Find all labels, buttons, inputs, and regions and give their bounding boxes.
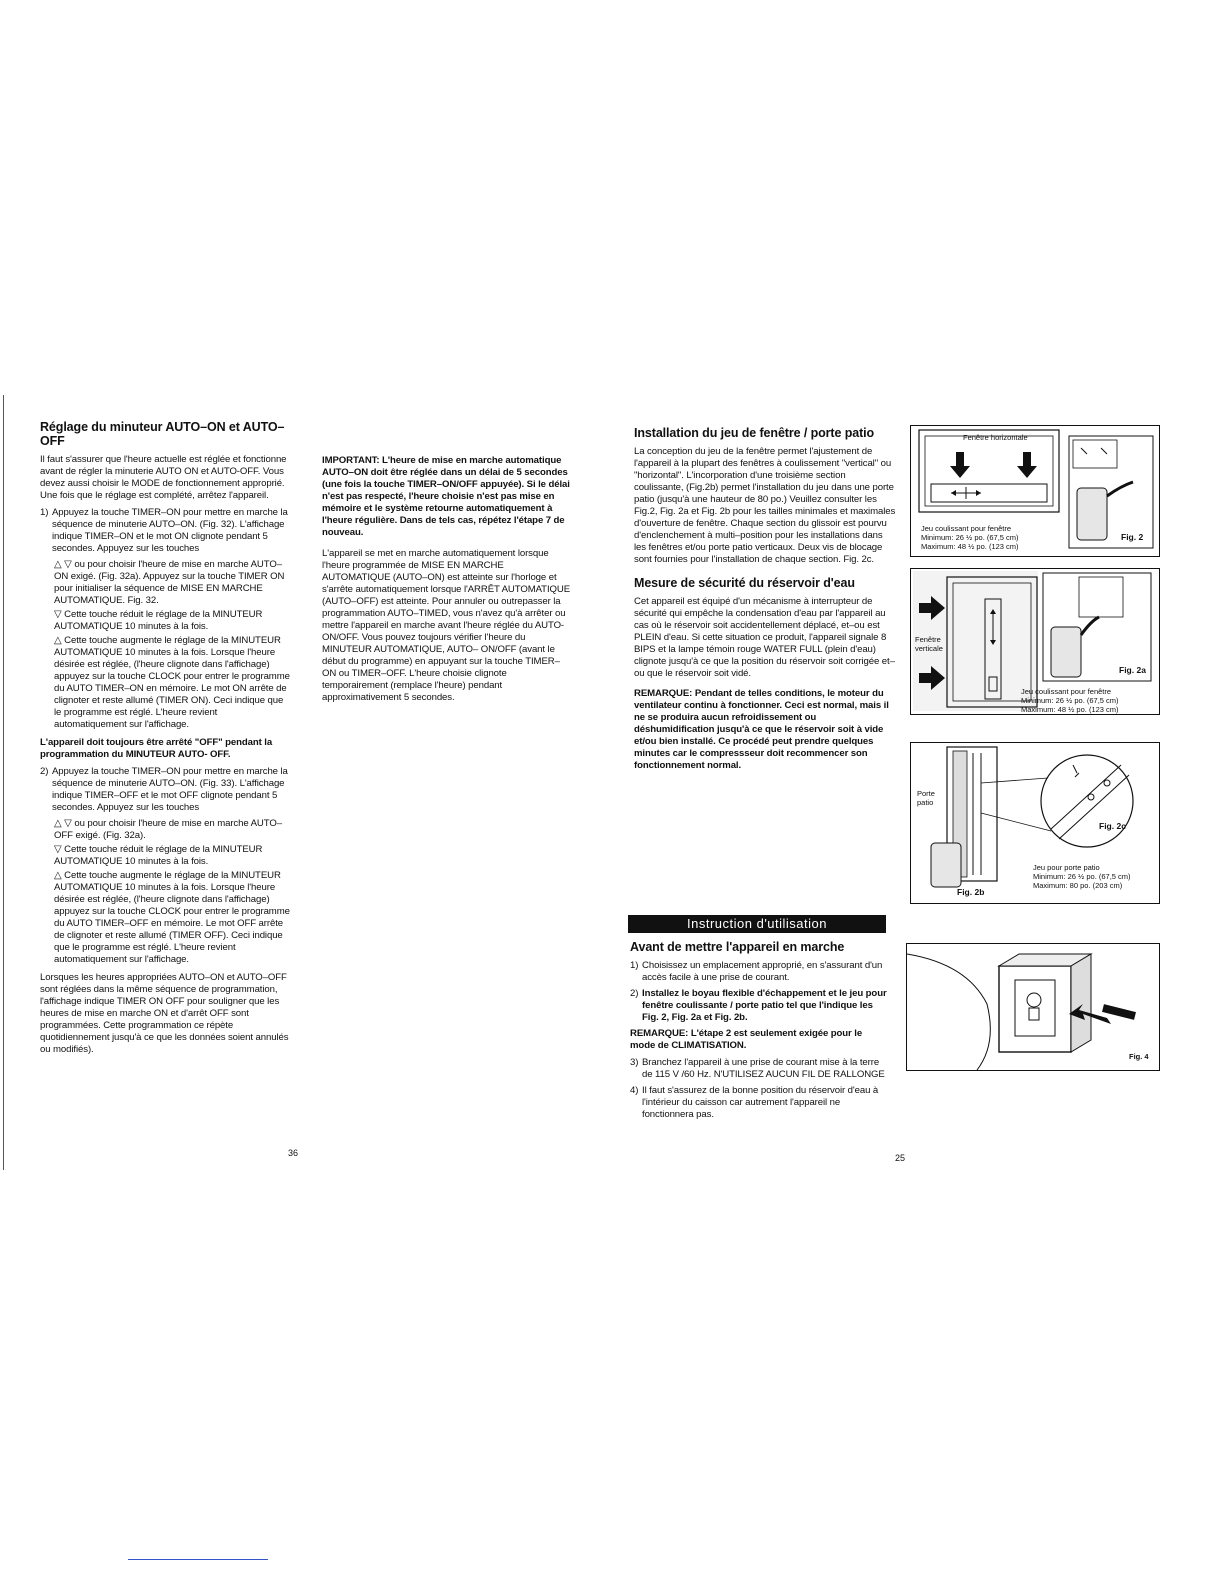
right-column-top bbox=[634, 426, 896, 777]
step-2-down: ▽ Cette touche réduit le réglage de la MINUTEUR AUTOMATIQUE 10 minutes à la fois. bbox=[54, 844, 263, 867]
important-note: IMPORTANT: L'heure de mise en marche automatique AUTO–ON doit être réglée dans un délai de 5 secondes (une fois la touche TIMER–ON/OFF appuyée). Si le délai n'est pas respecté, l'heure choisie n'est pas mise en mémoire et le système retourne automatiquement à l'heure régulière. Dans de tels cas, répétez l'étape 7 de nouveau. bbox=[322, 455, 570, 538]
page-number-left: 36 bbox=[288, 1148, 299, 1158]
start-step-1: 1) Choisissez un emplacement approprié, en s'assurant d'un accès facile à une prise de courant. bbox=[630, 960, 883, 983]
down-triangle-icon: ▽ bbox=[54, 844, 62, 855]
page-number-right: 25 bbox=[895, 1153, 906, 1163]
up-triangle-icon: △ bbox=[54, 559, 62, 570]
figure-2a bbox=[910, 568, 1160, 715]
step-1: 1) Appuyez la touche TIMER–ON pour mettre en marche la séquence de minuterie AUTO–ON. (Fig. 32). L'affichage indique TIMER–ON et le mot ON clignote pendant 5 secondes. Appuyez sur les touches bbox=[40, 507, 288, 554]
remarque-fan: REMARQUE: Pendant de telles conditions, le moteur du ventilateur continu à fonctionner. Ceci est normal, mais il ne se produira aucun refroidissement ou déshumidification jusqu'à ce que le réservoir soit à vide et/ou bien installé. Ce procédé peut prendre quelques minutes car le compressseur doit recommencer son fonctionnement normal. bbox=[634, 688, 889, 771]
step-2-up: △ Cette touche augmente le réglage de la MINUTEUR AUTOMATIQUE 10 minutes à la fois. Lorsque l'heure désirée est réglée, (l'heure clignote dans l'affichage) appuyez sur la touche CLOCK pour entrer le programme du AUTO TIMER–OFF en mémoire. Le mot OFF arrête de clignoter et reste allumé (TIMER OFF). Ceci indique que le programme est réglé. L'heure revient automatiquement sur l'affichage. bbox=[54, 870, 290, 965]
up-triangle-icon: △ bbox=[54, 635, 62, 646]
install-paragraph: La conception du jeu de la fenêtre permet l'ajustement de l'appareil à la plupart des fenêtres à coulissement "vertical" ou "horizontal". L'incorporation d'une troisième section coulissante, (Fig.2b) permet l'installation du jeu dans une porte patio (jusqu'à une hauteur de 80 po.) Veuillez consulter les Fig.2, Fig. 2a et Fig. 2b pour les tailles minimales et maximales d'ouverture de fenêtre. Chaque section du glissoir est pourvu d'enclenchement à multi–position pour les installations dans les fenêtres et/ou porte patio verticaux. Deux vis de blocage sont fournies pour l'installation de chaque section. Fig. 2c. bbox=[634, 446, 896, 565]
step-2: 2) Appuyez la touche TIMER–ON pour mettre en marche la séquence de minuterie AUTO–ON. (Fig. 33). L'affichage indique TIMER–OFF et le mot OFF clignote pendant 5 secondes. Appuyez sur les touches bbox=[40, 766, 288, 813]
start-step-4: 4) Il faut s'assurez de la bonne position du réservoir d'eau à l'intérieur du caisson car autrement l'appareil ne fonctionnera pas. bbox=[630, 1085, 879, 1120]
step-1-up: △ Cette touche augmente le réglage de la MINUTEUR AUTOMATIQUE 10 minutes à la fois. Lorsque l'heure désirée est réglée, (l'heure clignote dans l'affichage) appuyez sur la touche CLOCK pour entrer le programme du AUTO TIMER–ON en mémoire. Le mot ON arrête de clignoter et reste allumé (TIMER ON). Ceci indique que le programme est réglé. L'heure revient automatiquement sur l'affichage. bbox=[54, 635, 290, 730]
page-edge-rule bbox=[3, 395, 4, 1170]
fig2-top-label: Fenêtre horizontale bbox=[963, 433, 1028, 442]
section-banner: Instruction d'utilisation bbox=[628, 915, 886, 933]
fig2a-caption: Jeu coulissant pour fenêtre Minimum: 26 ½ po. (67,5 cm) Maximum: 48 ½ po. (123 cm) bbox=[1021, 687, 1119, 714]
down-triangle-icon: ▽ bbox=[64, 559, 72, 570]
fig2b-caption: Jeu pour porte patio Minimum: 26 ½ po. (67,5 cm) Maximum: 80 po. (203 cm) bbox=[1033, 863, 1131, 890]
up-triangle-icon: △ bbox=[54, 818, 62, 829]
safety-paragraph: Cet appareil est équipé d'un mécanisme à interrupteur de sécurité qui empêche la condensation d'eau par l'appareil au cas où le réservoir soit accidentellement déplacé, et–ou est PLEIN d'eau. Si cette situation ce produit, l'appareil signale 8 BIPS et la lampe témoin rouge WATER FULL (plein d'eau) clignote jusqu'à ce que la position du réservoir soit corrigée et–ou que le réservoir soit vidé. bbox=[634, 596, 895, 679]
step-2-arrows: △ ▽ ou pour choisir l'heure de mise en marche AUTO–OFF exigé. (Fig. 32a). bbox=[54, 818, 282, 841]
fig2a-label: Fig. 2a bbox=[1119, 665, 1146, 675]
fig2c-label: Fig. 2c bbox=[1099, 821, 1126, 831]
intro-paragraph: Il faut s'assurer que l'heure actuelle est réglée et fonctionne avant de régler la minuterie AUTO ON et AUTO-OFF. Vous devez aussi choisir le MODE de fonctionnement approprié. Une fois que le réglage est complété, arrêtez l'appareil. bbox=[40, 454, 287, 501]
fig2a-side-label: Fenêtre verticale bbox=[915, 635, 943, 653]
fig2b-label: Fig. 2b bbox=[957, 887, 985, 897]
section-title-before-start: Avant de mettre l'appareil en marche bbox=[630, 940, 845, 954]
step-1-arrows: △ ▽ ou pour choisir l'heure de mise en marche AUTO–ON exigé. (Fig. 32a). Appuyez sur la touche TIMER ON pour initialiser la séquence de MISE EN MARCHE AUTOMATIQUE. Fig. 32. bbox=[54, 559, 285, 606]
right-column-bottom bbox=[630, 940, 888, 1125]
down-triangle-icon: ▽ bbox=[64, 818, 72, 829]
bottom-link-underline bbox=[128, 1559, 268, 1560]
fig2-caption: Jeu coulissant pour fenêtre Minimum: 26 ½ po. (67,5 cm) Maximum: 48 ½ po. (123 cm) bbox=[921, 524, 1019, 551]
figure-4 bbox=[906, 943, 1160, 1071]
left-column bbox=[40, 420, 292, 1061]
fig2b-side-label: Porte patio bbox=[917, 789, 935, 807]
middle-column bbox=[322, 455, 572, 709]
up-triangle-icon: △ bbox=[54, 870, 62, 881]
start-step-2: 2) Installez le boyau flexible d'échappement et le jeu pour fenêtre coulissante / porte patio tel que l'indique les Fig. 2, Fig. 2a et Fig. 2b. bbox=[630, 988, 887, 1023]
closing-paragraph: Lorsques les heures appropriées AUTO–ON et AUTO–OFF sont réglées dans la même séquence de programmation, l'affichage indique TIMER ON OFF pour souligner que les heures de mise en marche ON et d'arrêt OFF sont programmées. Cette programmation ce répète quotidiennement jusqu'à ce que les données soient annulés ou modifiés). bbox=[40, 972, 289, 1055]
fig4-label: Fig. 4 bbox=[1129, 1052, 1149, 1061]
remarque-cooling: REMARQUE: L'étape 2 est seulement exigée pour le mode de CLIMATISATION. bbox=[630, 1028, 863, 1051]
down-triangle-icon: ▽ bbox=[54, 609, 62, 620]
auto-timed-paragraph: L'appareil se met en marche automatiquement lorsque l'heure programmée de MISE EN MARCHE AUTOMATIQUE (AUTO–ON) est atteinte sur l'horloge et s'arrête automatiquement lorsque l'ARRÊT AUTOMATIQUE (AUTO–OFF) est atteinte. Pour annuler ou outrepasser la programmation AUTO–TIMED, vous n'avez qu'à arrêter ou mettre l'appareil en marche avant l'heure réglée du AUTO-ON/OFF. Vous pouvez toujours vérifier l'heure du MINUTEUR AUTOMATIQUE, AUTO– ON/OFF (avant le début du programme) en appuyant sur la touche TIMER–ON ou TIMER–OFF. L'heure choisie clignote temporairement (remplace l'heure) pendant approximativement 5 secondes. bbox=[322, 548, 570, 703]
off-note: L'appareil doit toujours être arrêté "OFF" pendant la programmation du MINUTEUR AUTO- OFF. bbox=[40, 737, 273, 760]
fig2-label: Fig. 2 bbox=[1121, 532, 1144, 542]
step-1-down: ▽ Cette touche réduit le réglage de la MINUTEUR AUTOMATIQUE 10 minutes à la fois. bbox=[54, 609, 263, 632]
start-step-3: 3) Branchez l'appareil à une prise de courant mise à la terre de 115 V /60 Hz. N'UTILISEZ AUCUN FIL DE RALLONGE bbox=[630, 1057, 885, 1080]
figure-2 bbox=[910, 425, 1160, 557]
fig4-illustration bbox=[907, 944, 1159, 1070]
section-title-safety: Mesure de sécurité du réservoir d'eau bbox=[634, 576, 855, 590]
section-title-timer: Réglage du minuteur AUTO–ON et AUTO–OFF bbox=[40, 420, 285, 448]
section-title-install: Installation du jeu de fenêtre / porte patio bbox=[634, 426, 875, 440]
figure-2b-2c bbox=[910, 742, 1160, 904]
